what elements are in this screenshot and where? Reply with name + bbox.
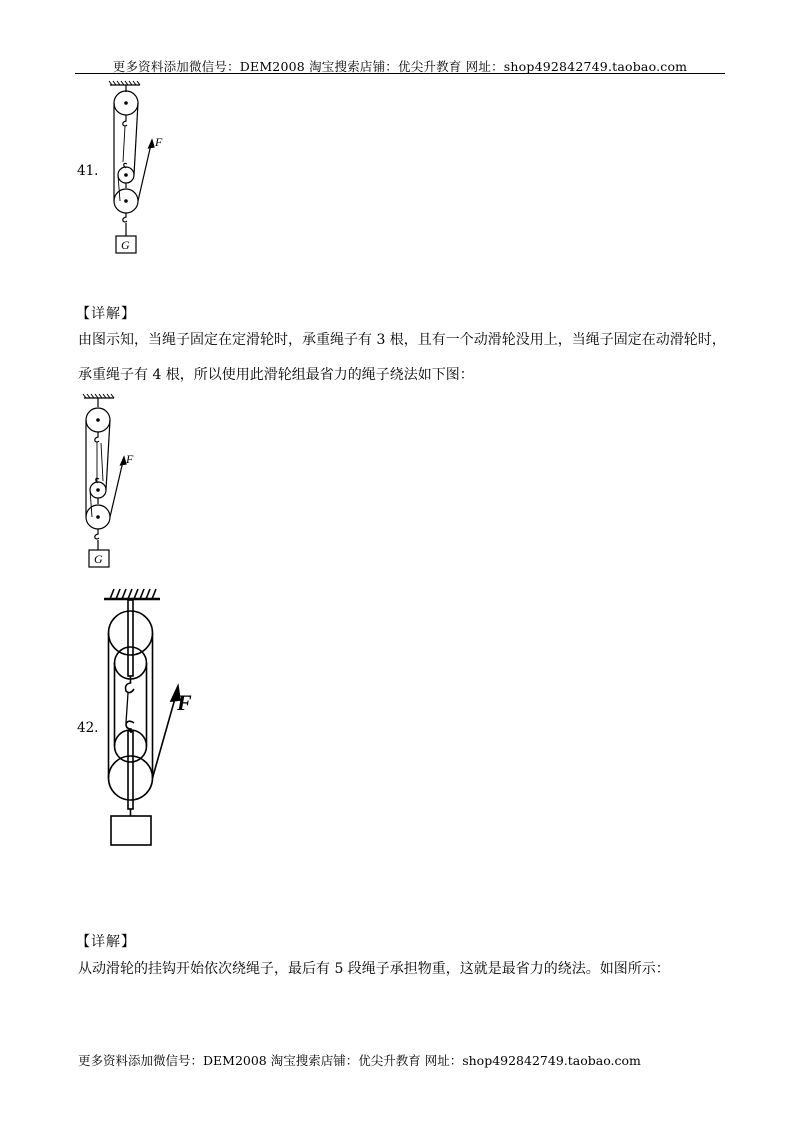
force-label-explanation-41: F (126, 452, 134, 466)
question-42-pulley-figure (98, 583, 208, 848)
force-label-41: F (155, 135, 163, 149)
explanation-42-line-1: 从动滑轮的挂钩开始依次绕绳子，最后有 5 段绳子承担物重，这就是最省力的绕法。如图所示： (78, 961, 670, 977)
explanation-41-heading: 【详解】 (76, 306, 136, 322)
weight-label-explanation-41: G (94, 552, 103, 566)
page-header: 更多资料添加微信号：DEM2008 淘宝搜索店铺：优尖升教育 网址：shop492842749.taobao.com (112, 59, 688, 74)
question-41-number: 41. (77, 163, 99, 179)
force-label-42: F (177, 690, 192, 715)
question-42-number: 42. (77, 720, 99, 736)
explanation-42-heading: 【详解】 (76, 934, 136, 950)
page-footer: 更多资料添加微信号：DEM2008 淘宝搜索店铺：优尖升教育 网址：shop492842749.taobao.com (78, 1053, 641, 1068)
explanation-41-pulley-figure (74, 393, 154, 573)
question-41-pulley-figure (100, 80, 180, 260)
header-divider (75, 73, 725, 74)
weight-label-41: G (121, 238, 130, 252)
explanation-41-line-1: 由图示知，当绳子固定在定滑轮时，承重绳子有 3 根，且有一个动滑轮没用上，当绳子固定在动滑轮时， (78, 332, 726, 348)
explanation-41-line-2: 承重绳子有 4 根，所以使用此滑轮组最省力的绳子绕法如下图： (78, 367, 474, 383)
